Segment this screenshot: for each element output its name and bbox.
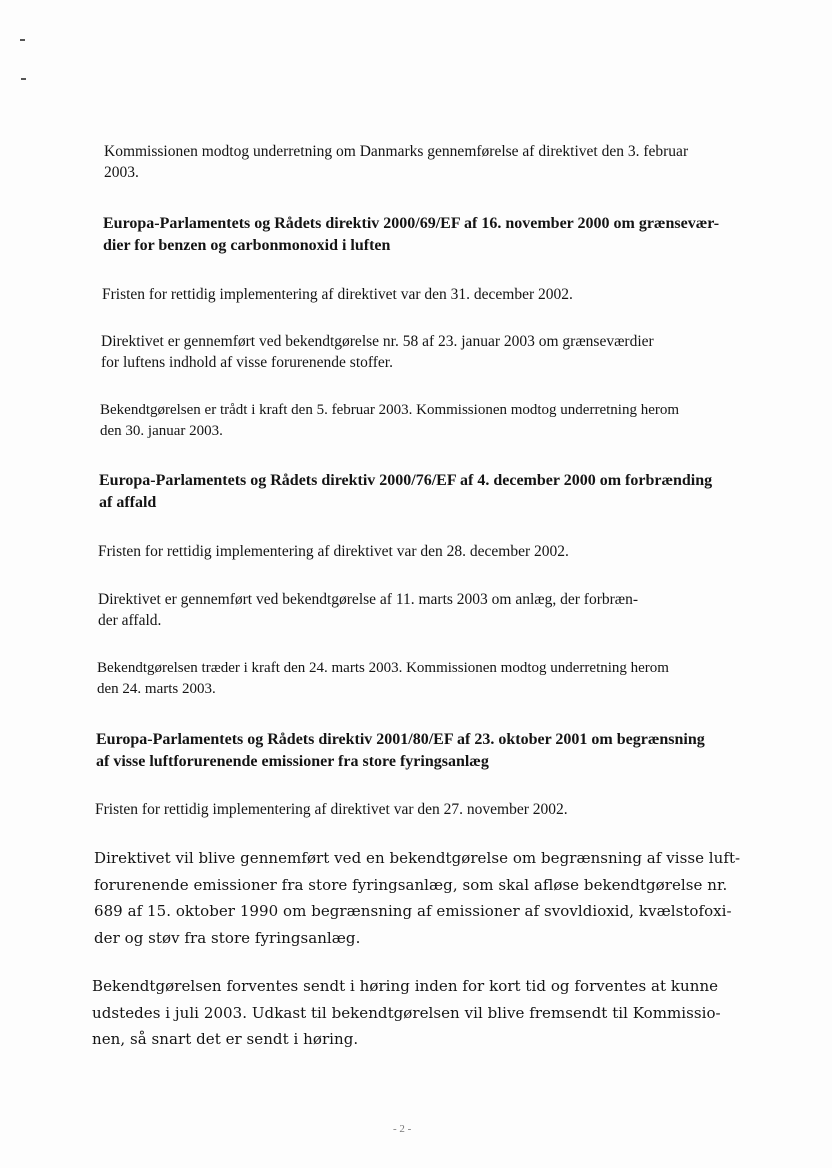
text-line: der affald.	[98, 612, 162, 629]
text-line: 689 af 15. oktober 1990 om begrænsning af emissioner af svovldioxid, kvælstofoxi-	[94, 902, 732, 920]
heading-line: Europa-Parlamentets og Rådets direktiv 2000/76/EF af 4. december 2000 om forbrænding	[99, 472, 713, 489]
text-line: den 30. januar 2003.	[100, 423, 223, 439]
heading-line: Europa-Parlamentets og Rådets direktiv 2001/80/EF af 23. oktober 2001 om begrænsning	[96, 731, 705, 748]
heading-line: Europa-Parlamentets og Rådets direktiv 2000/69/EF af 16. november 2000 om grænsevær-	[103, 215, 720, 232]
paragraph	[100, 400, 679, 442]
paragraph	[102, 284, 573, 305]
paragraph	[98, 589, 638, 631]
paragraph	[92, 973, 721, 1053]
text-line: der og støv fra store fyringsanlæg.	[94, 928, 361, 947]
section-heading	[99, 470, 712, 514]
text-line: Kommissionen modtog underretning om Danmarks gennemførelse af direktivet den 3. februar	[104, 143, 689, 160]
text-line: Fristen for rettidig implementering af direktivet var den 27. november 2002.	[95, 801, 568, 818]
paragraph	[94, 845, 740, 951]
heading-line: dier for benzen og carbonmonoxid i luften	[103, 237, 391, 254]
scan-speck	[20, 39, 25, 41]
section-heading	[96, 729, 705, 773]
text-line: Direktivet er gennemført ved bekendtgørelse nr. 58 af 23. januar 2003 om grænseværdier	[101, 333, 654, 350]
text-line: forurenende emissioner fra store fyringsanlæg, som skal afløse bekendtgørelse nr.	[94, 875, 728, 894]
text-line: Direktivet er gennemført ved bekendtgørelse af 11. marts 2003 om anlæg, der forbræn-	[98, 591, 639, 608]
page-number: - 2 -	[393, 1123, 412, 1135]
text-line: udstedes i juli 2003. Udkast til bekendtgørelsen vil blive fremsendt til Kommissio-	[92, 1003, 721, 1022]
text-line: Bekendtgørelsen forventes sendt i høring inden for kort tid og forventes at kunne	[92, 977, 719, 995]
text-line: den 24. marts 2003.	[97, 681, 216, 697]
text-line: Direktivet vil blive gennemført ved en bekendtgørelse om begrænsning af visse luft-	[94, 849, 741, 867]
text-line: Bekendtgørelsen træder i kraft den 24. marts 2003. Kommissionen modtog underretning herom	[97, 660, 669, 676]
text-line: Bekendtgørelsen er trådt i kraft den 5. februar 2003. Kommissionen modtog underretning herom	[100, 402, 680, 418]
paragraph	[97, 658, 669, 700]
scan-speck	[21, 78, 26, 80]
paragraph	[98, 541, 569, 562]
heading-line: af affald	[99, 494, 157, 511]
text-line: Fristen for rettidig implementering af direktivet var den 28. december 2002.	[98, 543, 569, 560]
paragraph	[104, 141, 688, 183]
text-line: 2003.	[104, 164, 139, 181]
text-line: Fristen for rettidig implementering af direktivet var den 31. december 2002.	[102, 286, 573, 303]
paragraph	[95, 799, 568, 820]
text-line: nen, så snart det er sendt i høring.	[92, 1030, 359, 1048]
paragraph	[101, 331, 654, 373]
heading-line: af visse luftforurenende emissioner fra store fyringsanlæg	[96, 753, 489, 770]
text-line: for luftens indhold af visse forurenende stoffer.	[101, 354, 393, 371]
section-heading	[103, 213, 719, 257]
